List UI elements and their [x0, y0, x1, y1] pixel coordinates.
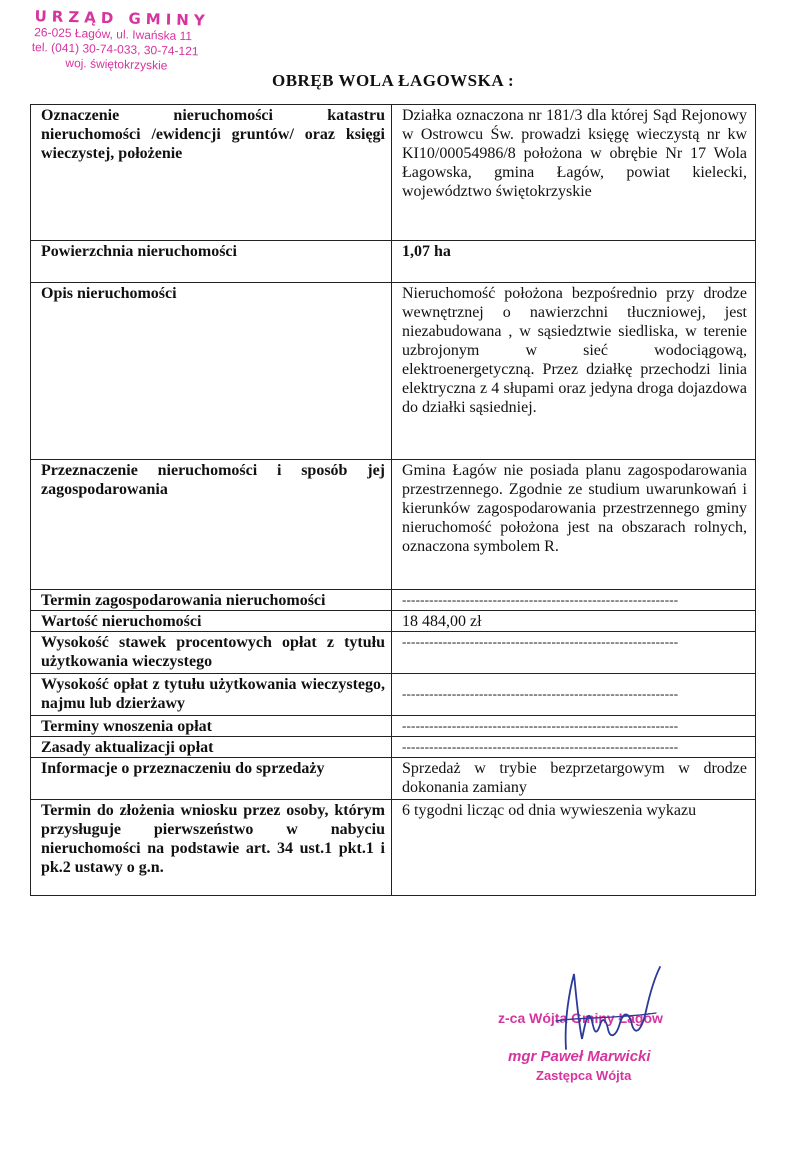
row-label-purpose: Przeznaczenie nieruchomości i sposób jej zagospodarowania	[31, 460, 392, 590]
table-row	[31, 241, 756, 283]
office-stamp	[29, 7, 261, 76]
row-label-rate: Wysokość stawek procentowych opłat z tytułu użytkowania wieczystego	[31, 632, 392, 674]
row-label-update-rules: Zasady aktualizacji opłat	[31, 737, 392, 758]
row-label-payment-terms: Terminy wnoszenia opłat	[31, 716, 392, 737]
table-row	[31, 283, 756, 460]
row-value-sale-info: Sprzedaż w trybie bezprzetargowym w drodze dokonania zamiany	[392, 758, 756, 800]
row-value-purpose: Gmina Łagów nie posiada planu zagospodarowania przestrzennego. Zgodnie ze studium uwarunkowań i kierunków zagospodarowania przestrzennego gminy nieruchomość położona jest na obszarach rolnych, oznaczona symbolem R.	[392, 460, 756, 590]
row-value-value: 18 484,00 zł	[392, 611, 756, 632]
row-label-application-deadline: Termin do złożenia wniosku przez osoby, którym przysługuje pierwszeństwo w nabyciu nieruchomości na podstawie art. 34 ust.1 pkt.1 i pk.2 ustawy o g.n.	[31, 800, 392, 896]
table-row	[31, 758, 756, 800]
row-value-update-rules: -------------------------------------------------------------	[402, 739, 679, 754]
table-row	[31, 632, 756, 674]
row-value-cadastre: Działka oznaczona nr 181/3 dla której Sąd Rejonowy w Ostrowcu Św. prowadzi księgę wieczystą nr kw KI10/00054986/8 położona w obrębie Nr 17 Wola Łagowska, gmina Łagów, powiat kielecki, województwo świętokrzyskie	[392, 105, 756, 241]
row-value-development-term: -------------------------------------------------------------	[402, 592, 679, 607]
stamp-region: woj. świętokrzyskie	[65, 55, 168, 73]
handwritten-signature	[536, 959, 676, 1059]
signature-role: z-ca Wójta Gminy Łagów	[498, 1010, 663, 1026]
page-title: OBRĘB WOLA ŁAGOWSKA :	[272, 71, 515, 90]
signature-person: mgr Paweł Marwicki	[508, 1048, 651, 1065]
row-label-value: Wartość nieruchomości	[31, 611, 392, 632]
row-label-description: Opis nieruchomości	[31, 283, 392, 460]
table-row	[31, 737, 756, 758]
signature-stamp	[486, 975, 716, 1095]
row-label-area: Powierzchnia nieruchomości	[31, 241, 392, 283]
row-value-application-deadline: 6 tygodni licząc od dnia wywieszenia wykazu	[392, 800, 756, 896]
row-label-development-term: Termin zagospodarowania nieruchomości	[31, 590, 392, 611]
table-row	[31, 674, 756, 716]
table-row	[31, 716, 756, 737]
table-row	[31, 105, 756, 241]
property-table	[30, 104, 756, 896]
stamp-address: 26-025 Łagów, ul. Iwańska 11	[34, 25, 193, 44]
row-value-description: Nieruchomość położona bezpośrednio przy drodze wewnętrznej o nawierzchni tłuczniowej, jest niezabudowana , w sąsiedztwie siedliska, w terenie uzbrojonym w sieć wodociągową, elektroenergetyczną. Przez działkę przechodzi linia elektryczna z 4 słupami oraz jedyna droga dojazdowa do działki sąsiedniej.	[392, 283, 756, 460]
row-label-sale-info: Informacje o przeznaczeniu do sprzedaży	[31, 758, 392, 800]
stamp-office-name: URZĄD GMINY	[34, 7, 210, 30]
row-value-fees: -------------------------------------------------------------	[402, 686, 679, 701]
stamp-phone: tel. (041) 30-74-033, 30-74-121	[31, 40, 199, 59]
row-value-rate: -------------------------------------------------------------	[402, 634, 679, 649]
row-value-payment-terms: -------------------------------------------------------------	[402, 718, 679, 733]
row-value-area: 1,07 ha	[392, 241, 756, 283]
signature-position: Zastępca Wójta	[536, 1068, 632, 1083]
row-label-cadastre: Oznaczenie nieruchomości katastru nieruchomości /ewidencji gruntów/ oraz księgi wieczystej, położenie	[31, 105, 392, 241]
table-row	[31, 800, 756, 896]
table-row	[31, 460, 756, 590]
table-row	[31, 590, 756, 611]
row-label-fees: Wysokość opłat z tytułu użytkowania wieczystego, najmu lub dzierżawy	[31, 674, 392, 716]
table-row	[31, 611, 756, 632]
